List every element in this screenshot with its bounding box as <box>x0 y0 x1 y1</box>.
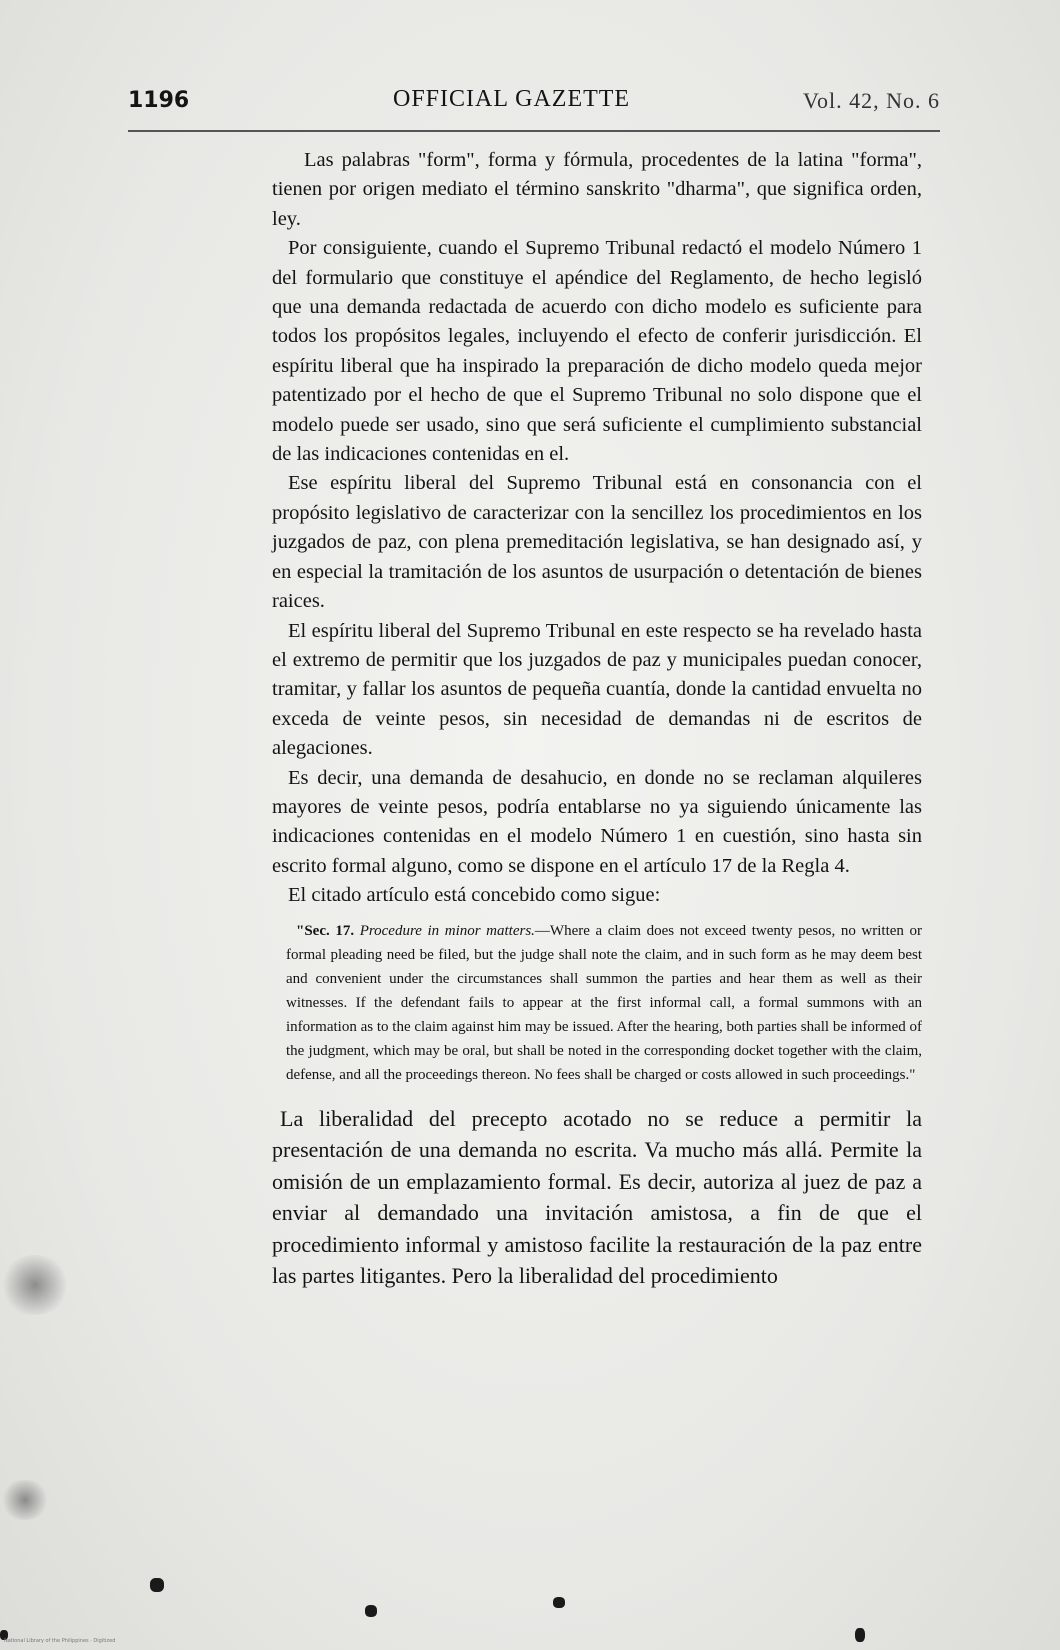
page-header <box>128 80 940 120</box>
scan-smudge <box>0 1255 70 1315</box>
paragraph-4: El espíritu liberal del Supremo Tribunal en este respecto se ha revelado hasta el extremo de permitir que los juzgados de paz y municipales puedan conocer, tramitar, y fallar los asuntos de pequeña cuantía, donde la cantidad envuelta no exceda de veinte pesos, sin necesidad de demandas ni de escritos de alegaciones. <box>272 619 922 760</box>
scan-mark <box>553 1597 565 1608</box>
rule-quote <box>286 919 922 1087</box>
page-number: 1196 <box>128 88 190 113</box>
paragraph-7: La liberalidad del precepto acotado no se reduce a permitir la presentación de una demanda no escrita. Va mucho más allá. Permite la omisión de un emplazamiento formal. Es decir, autoriza al juez de paz a enviar al demandado una invitación amistosa, a fin de que el procedimiento informal y amistoso facilite la restauración de la paz entre las partes litigantes. Pero la liberalidad del procedimiento <box>272 1105 922 1289</box>
quote-section: "Sec. 17. <box>296 922 355 939</box>
paragraph-2: Por consiguiente, cuando el Supremo Tribunal redactó el modelo Número 1 del formulario que constituye el apéndice del Reglamento, de hecho legisló que una demanda redactada de acuerdo con dicho modelo es suficiente para todos los propósitos legales, incluyendo el efecto de conferir jurisdicción. El espíritu liberal que ha inspirado la preparación de dicho modelo queda mejor patentizado por el hecho de que el Supremo Tribunal no solo dispone que el modelo puede ser usado, sino que será suficiente el cumplimiento substancial de las indicaciones contenidas en el. <box>272 237 922 466</box>
scan-smudge <box>0 1480 50 1520</box>
header-rule <box>128 130 940 132</box>
paragraph-1: Las palabras "form", forma y fórmula, procedentes de la latina "forma", tienen por origen mediato el término sanskrito "dharma", que significa orden, ley. <box>272 149 922 230</box>
publication-title: OFFICIAL GAZETTE <box>393 86 631 112</box>
article-body <box>272 146 922 1292</box>
quote-body: —Where a claim does not exceed twenty pesos, no written or formal pleading need be filed, but the judge shall note the claim, and in such form as he may deem best and convenient under the circumstances shall summon the parties and hear them as well as their witnesses. If the defendant fails to appear at the first informal call, a formal summons with an information as to the claim against him may be issued. After the hearing, both parties shall be informed of the judgment, which may be oral, but shall be noted in the corresponding docket together with the claim, defense, and all the proceedings thereon. No fees shall be charged or costs allowed in such proceedings." <box>286 922 922 1083</box>
paragraph-5: Es decir, una demanda de desahucio, en donde no se reclaman alquileres mayores de veinte pesos, podría entablarse no ya siguiendo únicamente las indicaciones contenidas en el modelo Número 1 en cuestión, sino hasta sin escrito formal alguno, como se dispone en el artículo 17 de la Regla 4. <box>272 766 922 877</box>
scan-mark <box>365 1605 377 1617</box>
scan-mark <box>855 1628 865 1642</box>
scan-mark <box>150 1578 164 1592</box>
paragraph-6: El citado artículo está concebido como sigue: <box>288 884 661 907</box>
volume-issue: Vol. 42, No. 6 <box>802 88 940 113</box>
quote-heading: Procedure in minor matters. <box>359 922 535 939</box>
paragraph-3: Ese espíritu liberal del Supremo Tribunal está en consonancia con el propósito legislativo de caracterizar con la sencillez los procedimientos en los juzgados de paz, con plena premeditación legislativa, se han designado así, y en especial la tramitación de los asuntos de usurpación o detentación de bienes raices. <box>272 472 922 613</box>
library-watermark: National Library of the Philippines · Digitized <box>4 1638 116 1644</box>
